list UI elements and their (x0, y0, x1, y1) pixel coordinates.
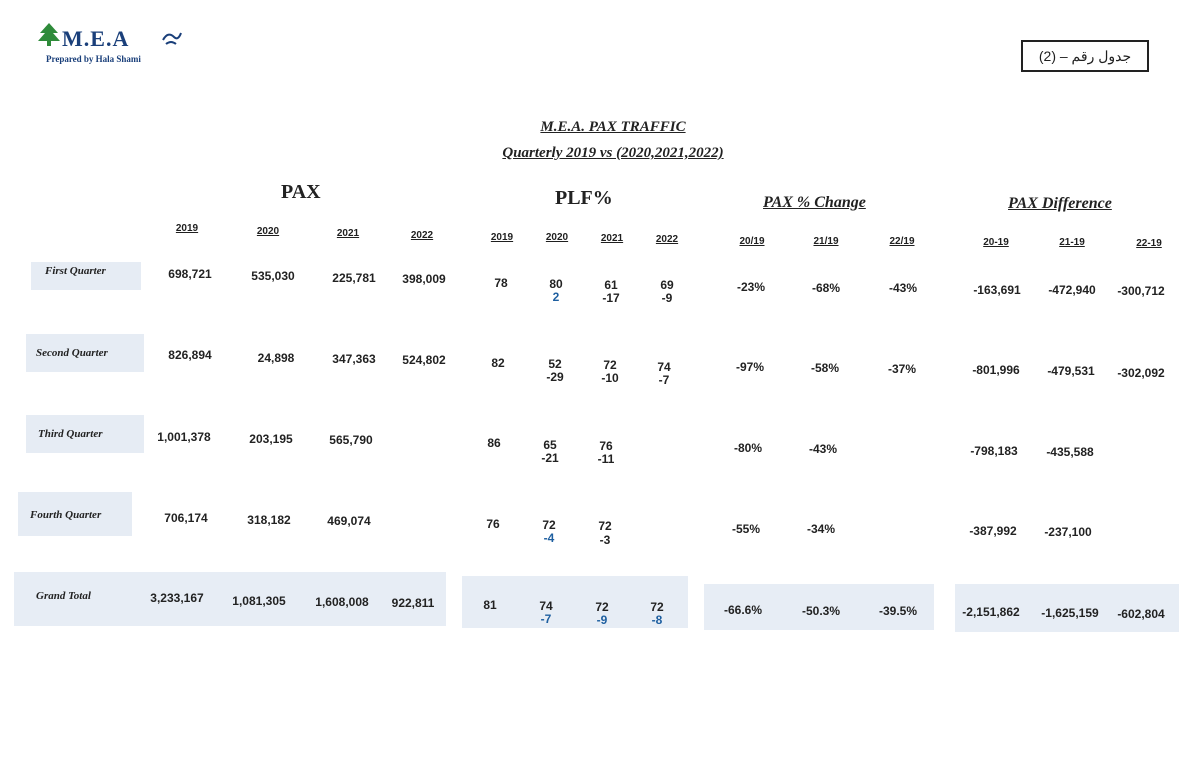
table-number-box: جدول رقم – (2) (1021, 40, 1149, 72)
pax-total-2022: 922,811 (391, 596, 435, 610)
plf-total-2022: 72 (650, 600, 664, 614)
plf-q1-2022: 69 (660, 278, 674, 292)
pax-total-2020: 1,081,305 (232, 594, 286, 608)
difference-q2-20-19: -801,996 (972, 363, 1020, 377)
col-pax-2022: 2022 (410, 230, 434, 241)
plf-diff-total-2021: -9 (596, 613, 608, 627)
plf-diff-q1-2020: 2 (552, 290, 560, 304)
col-change-21-19: 21/19 (813, 236, 839, 247)
pax-q3-2020: 203,195 (249, 432, 293, 446)
report-title: M.E.A. PAX TRAFFIC (540, 119, 686, 135)
pax-q1-2020: 535,030 (251, 269, 295, 283)
row-label-second-quarter: Second Quarter (26, 334, 144, 372)
plf-diff-q3-2020: -21 (541, 451, 559, 465)
col-diff-20-19: 20-19 (983, 237, 1009, 248)
difference-q2-21-19: -479,531 (1047, 364, 1095, 378)
col-diff-21-19: 21-19 (1059, 237, 1085, 248)
col-pax-2019: 2019 (175, 223, 199, 234)
plf-diff-q2-2022: -7 (658, 373, 670, 387)
pax-q2-2021: 347,363 (332, 352, 376, 366)
plf-q4-2019: 76 (486, 517, 500, 531)
col-plf-2019: 2019 (490, 232, 514, 243)
difference-q3-20-19: -798,183 (970, 444, 1018, 458)
section-pax: PAX (281, 181, 321, 203)
cedar-tree-icon (36, 22, 62, 48)
change-q3-20-19: -80% (733, 441, 762, 455)
change-q1-21-19: -68% (811, 281, 840, 295)
difference-q4-21-19: -237,100 (1044, 525, 1092, 539)
change-total-20-19: -66.6% (723, 603, 763, 617)
plf-q3-2019: 86 (487, 436, 501, 450)
change-q4-20-19: -55% (731, 522, 760, 536)
pax-q2-2020: 24,898 (257, 351, 295, 365)
difference-q1-22-19: -300,712 (1117, 284, 1165, 298)
pax-q4-2020: 318,182 (247, 513, 291, 527)
plf-q1-2020: 80 (549, 277, 563, 291)
pax-total-2019: 3,233,167 (150, 591, 204, 605)
col-pax-2021: 2021 (336, 228, 360, 239)
plf-q2-2022: 74 (657, 360, 671, 374)
plf-total-2020: 74 (539, 599, 553, 613)
plf-q2-2019: 82 (491, 356, 505, 370)
pax-q3-2021: 565,790 (329, 433, 373, 447)
difference-q1-21-19: -472,940 (1048, 283, 1096, 297)
pax-q4-2021: 469,074 (327, 514, 371, 528)
difference-total-22-19: -602,804 (1117, 607, 1165, 621)
col-plf-2020: 2020 (545, 232, 569, 243)
change-q4-21-19: -34% (806, 522, 835, 536)
col-plf-2021: 2021 (600, 233, 624, 244)
plf-q4-2021: 72 (598, 519, 612, 533)
pax-q3-2019: 1,001,378 (157, 430, 211, 444)
difference-total-20-19: -2,151,862 (962, 605, 1020, 619)
col-change-20-19: 20/19 (739, 236, 765, 247)
plf-q1-2019: 78 (494, 276, 508, 290)
plf-q4-2020: 72 (542, 518, 556, 532)
plf-total-2021: 72 (595, 600, 609, 614)
section-pax-change: PAX % Change (763, 194, 866, 211)
plf-diff-total-2022: -8 (651, 613, 663, 627)
plf-diff-q1-2022: -9 (661, 291, 673, 305)
section-plf: PLF% (555, 187, 613, 209)
plf-q1-2021: 61 (604, 278, 618, 292)
plf-diff-q1-2021: -17 (602, 291, 620, 305)
logo-text: M.E.A (62, 26, 130, 51)
change-total-22-19: -39.5% (878, 604, 918, 618)
plf-diff-q2-2020: -29 (546, 370, 564, 384)
difference-total-21-19: -1,625,159 (1041, 606, 1099, 620)
plf-q2-2020: 52 (548, 357, 562, 371)
col-diff-22-19: 22-19 (1136, 238, 1162, 249)
section-pax-difference: PAX Difference (1008, 195, 1112, 212)
pax-total-2021: 1,608,008 (315, 595, 369, 609)
pax-q1-2022: 398,009 (402, 272, 446, 286)
prepared-by: Prepared by Hala Shami (46, 54, 141, 64)
report-subtitle: Quarterly 2019 vs (2020,2021,2022) (502, 145, 724, 161)
change-q1-20-19: -23% (736, 280, 765, 294)
plf-q2-2021: 72 (603, 358, 617, 372)
pax-q1-2019: 698,721 (168, 267, 212, 281)
col-pax-2020: 2020 (256, 226, 280, 237)
change-q2-21-19: -58% (810, 361, 839, 375)
col-plf-2022: 2022 (655, 234, 679, 245)
row-label-first-quarter: First Quarter (31, 262, 141, 290)
pax-q2-2019: 826,894 (168, 348, 212, 362)
logo-arabic-mark-icon (160, 28, 184, 48)
row-label-grand-total: Grand Total (36, 590, 91, 602)
plf-total-2019: 81 (483, 598, 497, 612)
change-q2-20-19: -97% (735, 360, 764, 374)
plf-diff-q4-2021: -3 (599, 533, 611, 547)
row-label-third-quarter: Third Quarter (26, 415, 144, 453)
col-change-22-19: 22/19 (889, 236, 915, 247)
change-q1-22-19: -43% (888, 281, 917, 295)
difference-q1-20-19: -163,691 (973, 283, 1021, 297)
pax-q1-2021: 225,781 (332, 271, 376, 285)
difference-q2-22-19: -302,092 (1117, 366, 1165, 380)
change-q2-22-19: -37% (887, 362, 916, 376)
row-label-fourth-quarter: Fourth Quarter (18, 492, 132, 536)
change-q3-21-19: -43% (808, 442, 837, 456)
plf-q3-2021: 76 (599, 439, 613, 453)
plf-diff-q4-2020: -4 (543, 531, 555, 545)
pax-q4-2019: 706,174 (164, 511, 208, 525)
difference-q3-21-19: -435,588 (1046, 445, 1094, 459)
plf-q3-2020: 65 (543, 438, 557, 452)
mea-logo (36, 22, 196, 72)
difference-q4-20-19: -387,992 (969, 524, 1017, 538)
plf-diff-q3-2021: -11 (597, 452, 615, 466)
pax-q2-2022: 524,802 (402, 353, 446, 367)
change-total-21-19: -50.3% (801, 604, 841, 618)
plf-diff-q2-2021: -10 (601, 371, 619, 385)
plf-diff-total-2020: -7 (540, 612, 552, 626)
